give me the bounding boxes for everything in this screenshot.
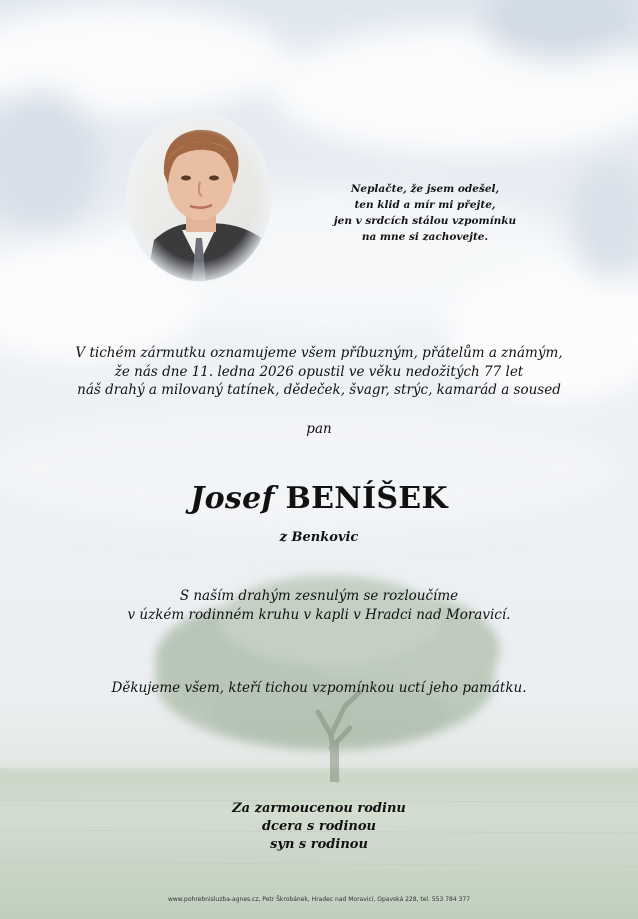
family-line: dcera s rodinou xyxy=(261,819,377,834)
memorial-poem xyxy=(300,181,550,245)
poem-line: jen v srdcích stálou vzpomínku xyxy=(333,215,517,227)
poem-line: Neplačte, že jsem odešel, xyxy=(350,183,500,195)
funeral-line: v úzkém rodinném kruhu v kapli v Hradci nad Moravicí. xyxy=(127,606,511,623)
last-name: BENÍŠEK xyxy=(285,481,448,516)
funeral-service-footer: www.pohrebnisluzba-agnes.cz, Petr Škrobánek, Hradec nad Moravicí, Opavská 228, tel. 553 784 377 xyxy=(167,896,471,903)
thanks-line: Děkujeme všem, kteří tichou vzpomínkou uctí jeho památku. xyxy=(111,680,527,696)
first-name: Josef xyxy=(190,481,275,516)
family-line: syn s rodinou xyxy=(270,837,368,852)
announcement-line: náš drahý a milovaný tatínek, dědeček, švagr, strýc, kamarád a soused xyxy=(77,382,561,398)
honorific: pan xyxy=(306,421,332,437)
family-signature xyxy=(0,800,638,854)
death-announcement xyxy=(40,344,598,400)
family-line: Za zarmoucenou rodinu xyxy=(232,801,406,816)
poem-line: na mne si zachovejte. xyxy=(361,231,489,243)
announcement-line: V tichém zármutku oznamujeme všem příbuzným, přátelům a známým, xyxy=(75,345,563,361)
deceased-origin: z Benkovic xyxy=(279,530,359,545)
funeral-notice xyxy=(40,587,598,624)
poem-line: ten klid a mír mi přejte, xyxy=(354,199,496,211)
portrait-photo xyxy=(126,112,272,282)
funeral-line: S naším drahým zesnulým se rozloučíme xyxy=(179,588,459,604)
deceased-name xyxy=(0,481,638,516)
announcement-line: že nás dne 11. ledna 2026 opustil ve věku nedožitých 77 let xyxy=(114,363,524,380)
